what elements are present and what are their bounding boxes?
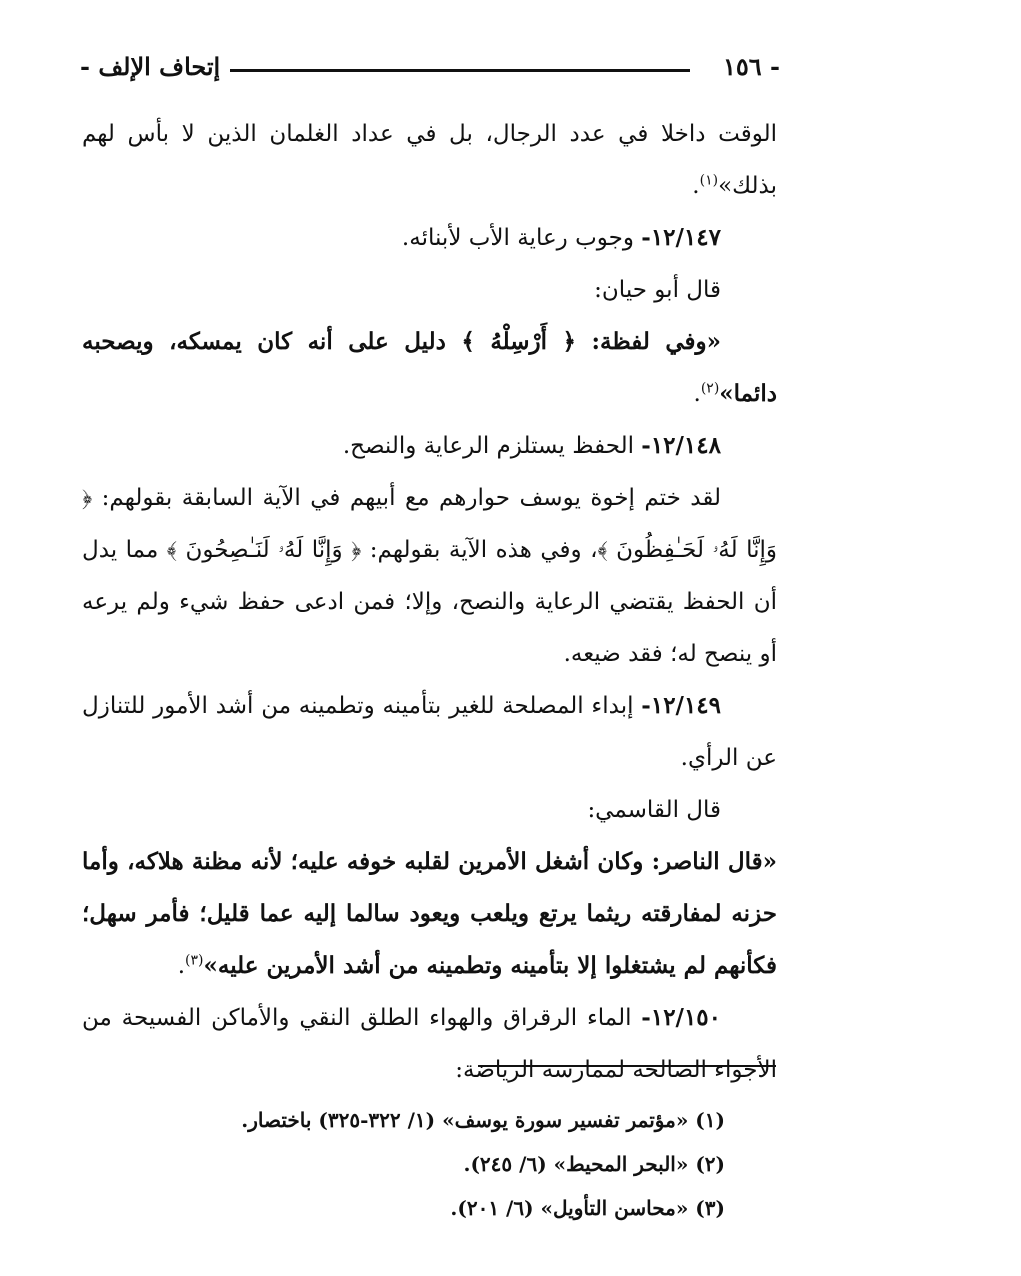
section-heading-147 [82,212,777,264]
footnote-3: (٣) «محاسن التأويل» (٦/ ٢٠١). [450,1196,725,1220]
paragraph: لقد ختم إخوة يوسف حوارهم مع أبيهم في الآية السابقة بقولهم: ﴿ وَإِنَّا لَهُۥ لَحَـٰفِظُونَ ﴾، وفي هذه الآية بقولهم: ﴿ وَإِنَّا لَهُۥ لَنَـٰصِحُونَ ﴾ مما يدل أن الحفظ يقتضي الرعاية والنصح، وإلا؛ فمن ادعى حفظ شيء ولم يرعه أو ينصح له؛ فقد ضيعه. [82,485,777,667]
section-heading-148 [82,420,777,472]
footnote-ref-3: (٣) [185,952,204,969]
section-number: ١٢/١٥٠- [641,1004,722,1031]
page-header [80,50,780,90]
section-title: إبداء المصلحة للغير بتأمينه وتطمينه من أشد الأمور للتنازل عن الرأي. [82,693,777,771]
section-title: الحفظ يستلزم الرعاية والنصح. [342,433,634,459]
footnote-ref-2: (٢) [700,380,720,397]
footnote-separator [478,1065,776,1067]
footnote-1: (١) «مؤتمر تفسير سورة يوسف» (١/ ٣٢٢-٣٢٥) باختصار. [241,1108,725,1132]
footnote-2: (٢) «البحر المحيط» (٦/ ٢٤٥). [463,1152,725,1176]
attribution: قال أبو حيان: [594,277,721,303]
section-number: ١٢/١٤٧- [641,224,721,251]
section-heading-149 [82,680,777,784]
page-number: - ١٥٦ [723,52,780,81]
section-number: ١٢/١٤٨- [641,432,721,459]
page-body [82,108,777,1096]
attribution: قال القاسمي: [587,797,721,823]
footnote-ref-1: (١) [699,172,719,189]
paragraph-continuation: الوقت داخلا في عدد الرجال، بل في عداد الغلمان الذين لا بأس لهم بذلك»$^{(١)}$. [82,121,777,199]
section-heading-150 [82,992,777,1096]
section-title: وجوب رعاية الأب لأبنائه. [401,225,634,251]
running-title: إتحاف الإلف - [80,52,221,81]
quotation: «قال الناصر: وكان أشغل الأمرين لقلبه خوفه عليه؛ لأنه مظنة هلاكه، وأما حزنه لمفارقته ريثما يرتع ويلعب ويعود سالما إليه عما قليل؛ فأمر سهل؛ فكأنهم لم يشتغلوا إلا بتأمينه وتطمينه من أشد الأمرين عليه»$^{(٣)}$. [82,848,777,979]
section-number: ١٢/١٤٩- [641,692,722,719]
quotation: «وفي لفظة: ﴿ أَرْسِلْهُ ﴾ دليل على أنه كان يمسكه، ويصحبه دائما»$^{(٢)}$. [82,328,777,407]
header-rule [230,69,690,72]
footnotes [150,1098,725,1230]
section-title: الماء الرقراق والهواء الطلق النقي والأماكن الفسيحة من الأجواء الصالحة لممارسة الرياضة: [82,1005,777,1083]
